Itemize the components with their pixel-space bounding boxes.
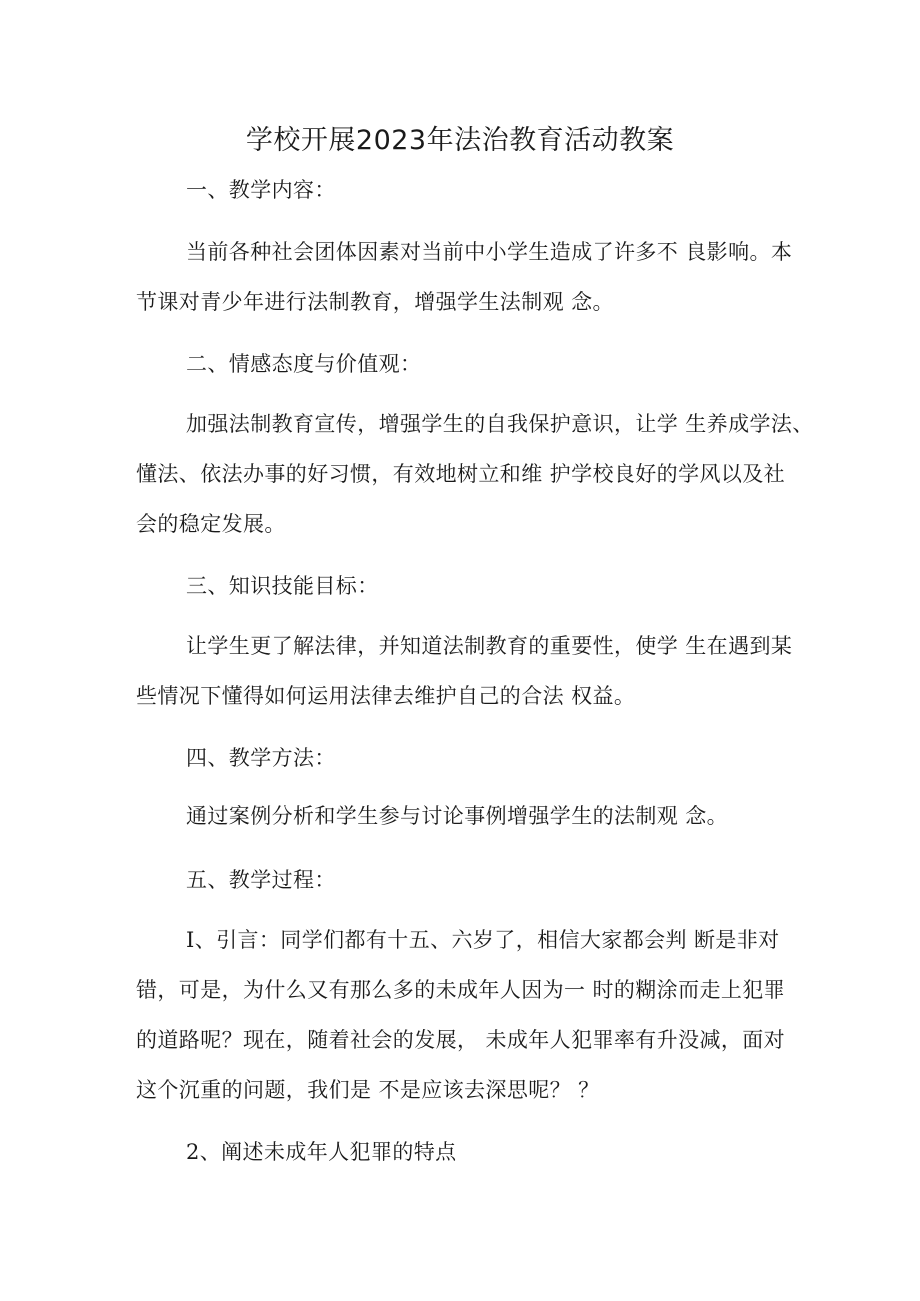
paragraph-line: 错，可是，为什么又有那么多的未成年人因为一 时的糊涂而走上犯罪 (136, 978, 786, 1002)
section-heading-values: 二、情感态度与价值观： (186, 352, 422, 376)
section-heading-process: 五、教学过程： (186, 868, 336, 892)
paragraph-line: 的道路呢？现在，随着社会的发展， 未成年人犯罪率有升没减，面对 (136, 1028, 786, 1052)
paragraph-line: 让学生更了解法律，并知道法制教育的重要性，使学 生在遇到某 (186, 634, 793, 658)
paragraph-line: 懂法、依法办事的好习惯，有效地树立和维 护学校良好的学风以及社 (136, 462, 786, 486)
paragraph-line: 通过案例分析和学生参与讨论事例增强学生的法制观 念。 (186, 804, 729, 828)
section-heading-skills: 三、知识技能目标： (186, 574, 379, 598)
section-heading-methods: 四、教学方法： (186, 746, 336, 770)
paragraph-line: 节课对青少年进行法制教育，增强学生法制观 念。 (136, 290, 614, 314)
paragraph-line: I、引言：同学们都有十五、六岁了，相信大家都会判 断是非对 (186, 928, 780, 952)
document-title: 学校开展2023年法治教育活动教案 (245, 125, 675, 156)
paragraph-line: 加强法制教育宣传，增强学生的自我保护意识，让学 生养成学法、 (186, 412, 814, 436)
subsection-heading-features: 2、阐述未成年人犯罪的特点 (186, 1140, 457, 1164)
paragraph-line: 这个沉重的问题，我们是 不是应该去深思呢？ ？ (136, 1078, 600, 1102)
paragraph-line: 当前各种社会团体因素对当前中小学生造成了许多不 良影响。本 (186, 240, 793, 264)
section-heading-content: 一、教学内容： (186, 178, 336, 202)
paragraph-line: 会的稳定发展。 (136, 512, 286, 536)
paragraph-line: 些情况下懂得如何运用法律去维护自己的合法 权益。 (136, 684, 636, 708)
